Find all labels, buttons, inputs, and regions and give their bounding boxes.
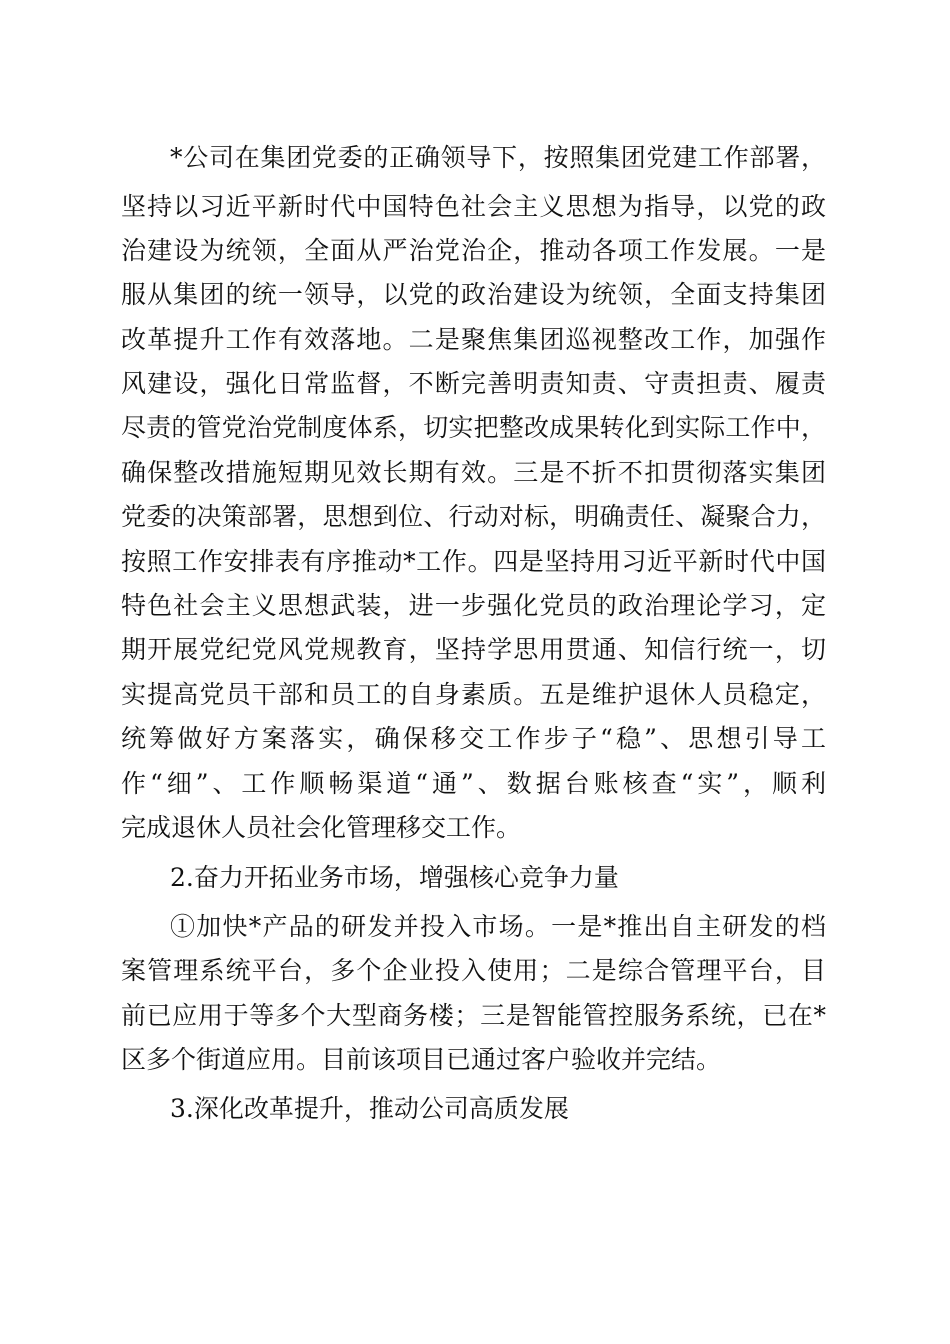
paragraph-1-line-6: 风建设，强化日常监督，不断完善明责知责、守责担责、履责 bbox=[121, 369, 826, 398]
paragraph-1-line-13: 实提高党员干部和员工的自身素质。五是维护退休人员稳定， bbox=[121, 680, 826, 709]
paragraph-1-line-7: 尽责的管党治党制度体系，切实把整改成果转化到实际工作中， bbox=[121, 413, 826, 442]
paragraph-1-line-9: 党委的决策部署，思想到位、行动对标，明确责任、凝聚合力， bbox=[121, 502, 826, 531]
paragraph-1-line-10: 按照工作安排表有序推动*工作。四是坚持用习近平新时代中国 bbox=[121, 547, 826, 576]
paragraph-1-line-1: *公司在集团党委的正确领导下，按照集团党建工作部署， bbox=[170, 143, 826, 172]
paragraph-1-line-4: 服从集团的统一领导，以党的政治建设为统领，全面支持集团 bbox=[121, 280, 826, 309]
paragraph-1-line-15: 作“细”、工作顺畅渠道“通”、数据台账核查“实”，顺利 bbox=[121, 769, 826, 798]
paragraph-2-line-4: 区多个街道应用。目前该项目已通过客户验收并完结。 bbox=[121, 1045, 722, 1074]
paragraph-1-line-14: 统筹做好方案落实，确保移交工作步子“稳”、思想引导工 bbox=[121, 724, 826, 753]
section-heading-2: 2.奋力开拓业务市场，增强核心竞争力量 bbox=[170, 863, 619, 892]
paragraph-1-line-3: 治建设为统领，全面从严治党治企，推动各项工作发展。一是 bbox=[121, 236, 826, 265]
paragraph-1-line-2: 坚持以习近平新时代中国特色社会主义思想为指导，以党的政 bbox=[121, 192, 826, 221]
paragraph-1-line-11: 特色社会主义思想武装，进一步强化党员的政治理论学习，定 bbox=[121, 591, 826, 620]
section-heading-3: 3.深化改革提升，推动公司高质发展 bbox=[170, 1094, 569, 1123]
paragraph-2-line-1: ①加快*产品的研发并投入市场。一是*推出自主研发的档 bbox=[170, 912, 826, 941]
paragraph-2-line-2: 案管理系统平台，多个企业投入使用；二是综合管理平台，目 bbox=[121, 956, 826, 985]
paragraph-1-line-5: 改革提升工作有效落地。二是聚焦集团巡视整改工作，加强作 bbox=[121, 325, 826, 354]
paragraph-1-line-16: 完成退休人员社会化管理移交工作。 bbox=[121, 813, 522, 842]
paragraph-1-line-12: 期开展党纪党风党规教育，坚持学思用贯通、知信行统一，切 bbox=[121, 635, 826, 664]
paragraph-2-line-3: 前已应用于等多个大型商务楼；三是智能管控服务系统，已在* bbox=[121, 1001, 826, 1030]
paragraph-1-line-8: 确保整改措施短期见效长期有效。三是不折不扣贯彻落实集团 bbox=[121, 458, 826, 487]
